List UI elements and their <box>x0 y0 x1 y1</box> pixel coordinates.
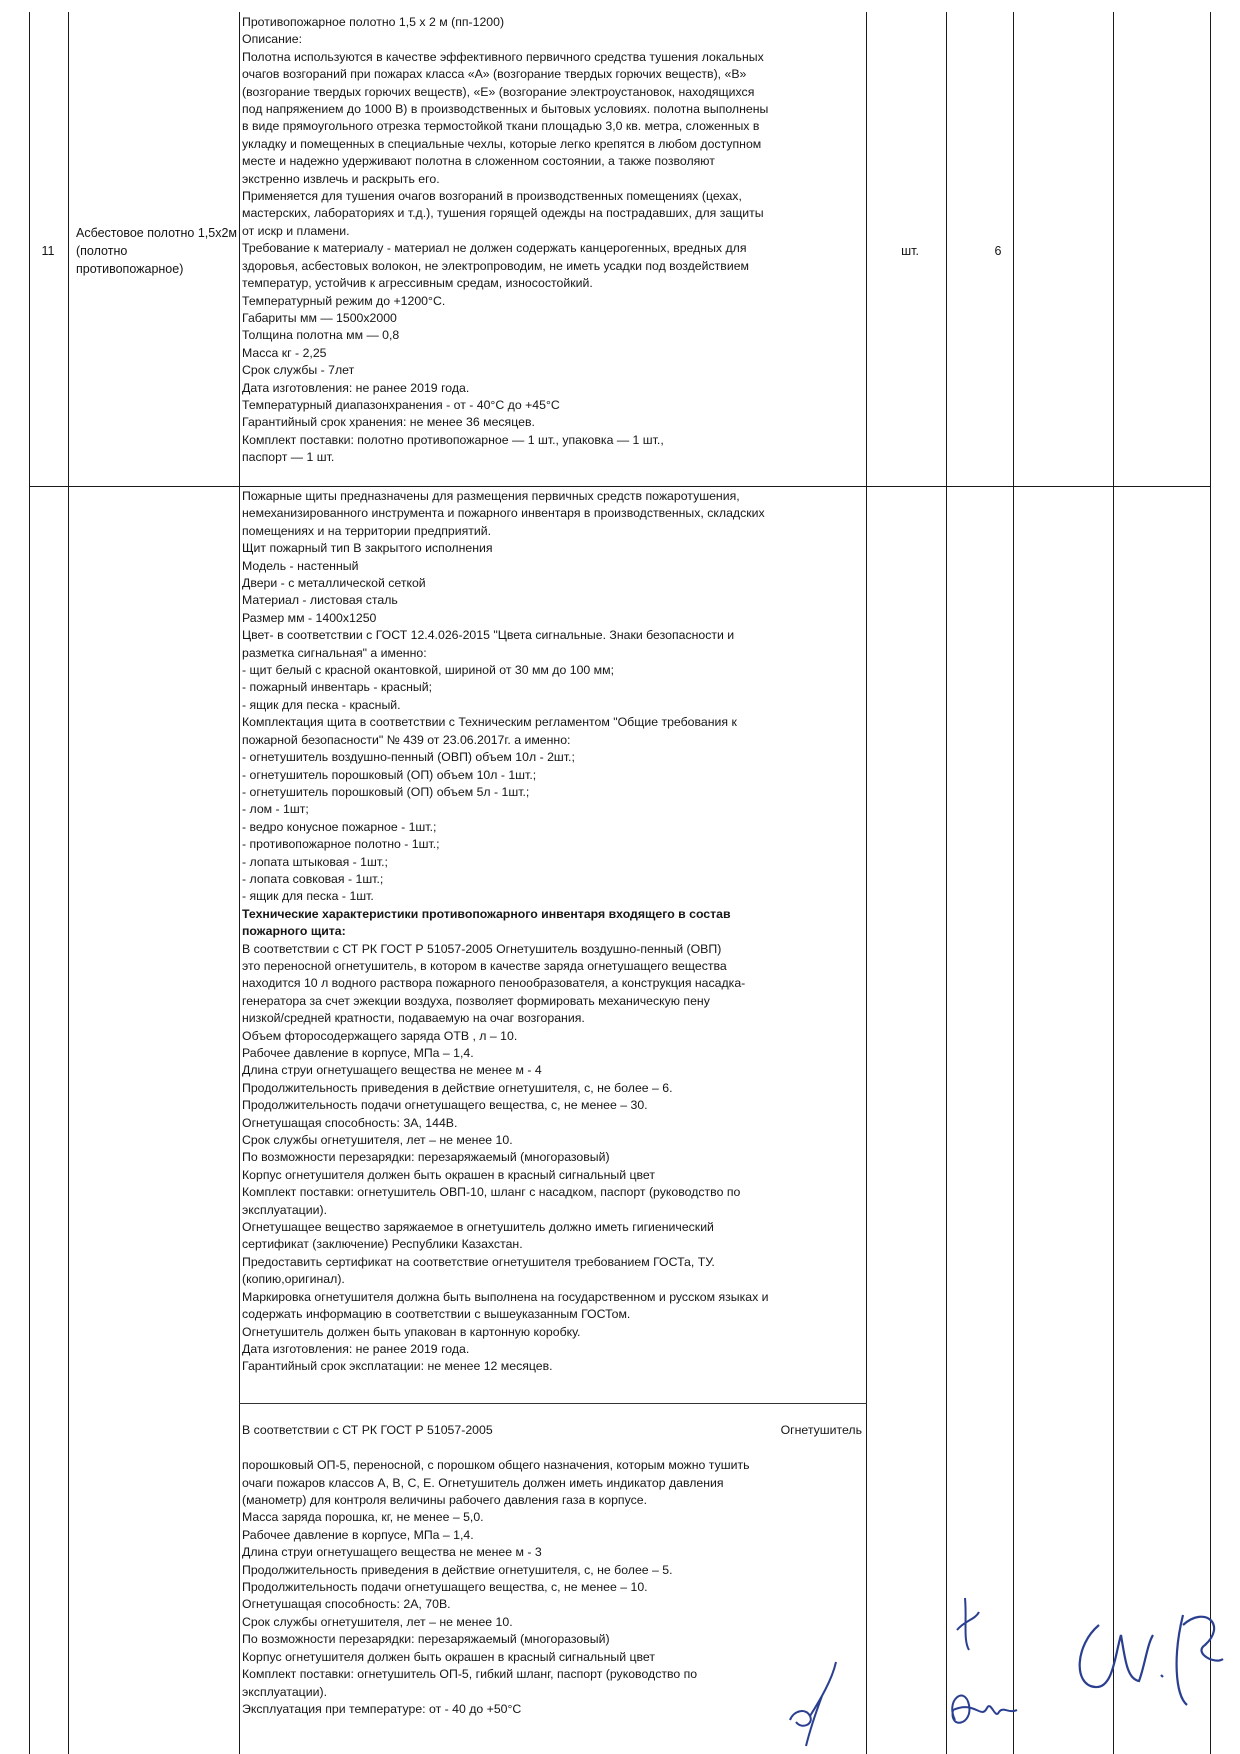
description-line: Комплект поставки: огнетушитель ОВП-10, шланг с насадком, паспорт (руководство по <box>242 1185 741 1200</box>
description-line: Длина струи огнетушащего вещества не менее м - 3 <box>242 1545 542 1560</box>
description-line: от искр и пламени. <box>242 223 350 238</box>
description-line: Комплектация щита в соответствии с Техническим регламентом "Общие требования к <box>242 715 737 730</box>
description-line: - ведро конусное пожарное - 1шт.; <box>242 819 437 834</box>
description-line: - противопожарное полотно - 1шт.; <box>242 837 440 852</box>
description-line <box>242 1422 862 1439</box>
description-line: порошковый ОП-5, переносной, с порошком общего назначения, которым можно тушить <box>242 1458 750 1473</box>
description-line: Размер мм - 1400х1250 <box>242 610 377 625</box>
description-line: паспорт — 1 шт. <box>242 450 335 465</box>
description-line: - огнетушитель воздушно-пенный (ОВП) объем 10л - 2шт.; <box>242 750 575 765</box>
description-line: эксплуатации). <box>242 1202 327 1217</box>
item-name: Асбестовое полотно 1,5х2м (полотно противопожарное) <box>76 226 238 276</box>
description-line: (возгорание твердых горючих веществ), «Е» (возгорание электроустановок, находящихся <box>242 84 755 99</box>
column-rule <box>239 12 240 1754</box>
description-line: Корпус огнетушителя должен быть окрашен в красный сигнальный цвет <box>242 1649 655 1664</box>
item-description <box>242 14 867 467</box>
description-line: генератора за счет эжекции воздуха, позволяет формировать механическую пену <box>242 993 710 1008</box>
description-line: находится 10 л водного раствора пожарного пенообразователя, а конструкция насадка- <box>242 976 746 991</box>
row-separator <box>29 486 1211 487</box>
signature-1 <box>780 1650 860 1750</box>
description-line: Огнетушащее вещество заряжаемое в огнетушитель должно иметь гигиенический <box>242 1220 714 1235</box>
row-number: 11 <box>41 244 55 258</box>
description-line: Продолжительность подачи огнетушащего вещества, с, не менее – 30. <box>242 1098 648 1113</box>
description-line: очаги пожаров классов А, В, С, Е. Огнетушитель должен иметь индикатор давления <box>242 1475 724 1490</box>
description-line: Масса кг - 2,25 <box>242 345 327 360</box>
description-line: (копию,оригинал). <box>242 1272 345 1287</box>
extinguisher-op5-description <box>242 1405 867 1718</box>
description-line: Продолжительность приведения в действие огнетушителя, с, не более – 5. <box>242 1562 673 1577</box>
column-rule <box>1113 12 1114 1754</box>
description-line: низкой/средней кратности, подаваемую на очаг возгорания. <box>242 1011 585 1026</box>
description-line: - пожарный инвентарь - красный; <box>242 680 433 695</box>
description-line: Толщина полотна мм — 0,8 <box>242 328 400 343</box>
description-line: экстренно извлечь и раскрыть его. <box>242 171 440 186</box>
description-line: это переносной огнетушитель, в котором в качестве заряда огнетушащего вещества <box>242 958 727 973</box>
description-line: пожарной безопасности" № 439 от 23.06.2017г. а именно: <box>242 732 571 747</box>
description-line: Габариты мм — 1500х2000 <box>242 310 397 325</box>
description-line: Продолжительность подачи огнетушащего вещества, с, не менее – 10. <box>242 1580 648 1595</box>
description-line: - лопата штыковая - 1шт.; <box>242 854 388 869</box>
description-separator <box>239 1403 867 1404</box>
description-line: Температурный диапазонхранения - от - 40°С до +45°С <box>242 397 560 412</box>
description-line: - огнетушитель порошковый (ОП) объем 10л - 1шт.; <box>242 767 537 782</box>
description-line: Масса заряда порошка, кг, не менее – 5,0. <box>242 1510 484 1525</box>
description-line: - ящик для песка - красный. <box>242 697 401 712</box>
description-line: сертификат (заключение) Республики Казахстан. <box>242 1237 523 1252</box>
description-line: Объем фторосодержащего заряда ОТВ , л – 10. <box>242 1028 518 1043</box>
description-line: Огнетушащая способность: 2А, 70В. <box>242 1597 451 1612</box>
description-line: разметка сигнальная" а именно: <box>242 645 427 660</box>
description-line: Щит пожарный тип В закрытого исполнения <box>242 541 493 556</box>
column-rule <box>1013 12 1014 1754</box>
description-line: - ящик для песка - 1шт. <box>242 889 374 904</box>
description-line: Противопожарное полотно 1,5 х 2 м (пп-1200) <box>242 15 505 29</box>
description-line: укладку и помещенных в специальные чехлы, которые легко крепятся в любом доступном <box>242 136 762 151</box>
description-line: Температурный режим до +1200°С. <box>242 293 446 308</box>
column-rule <box>29 12 30 1754</box>
description-line: Огнетушитель должен быть упакован в картонную коробку. <box>242 1324 581 1339</box>
description-line: Дата изготовления: не ранее 2019 года. <box>242 380 470 395</box>
description-line: Комплект поставки: огнетушитель ОП-5, гибкий шланг, паспорт (руководство по <box>242 1667 698 1682</box>
description-line: Огнетушащая способность: 3А, 144В. <box>242 1115 458 1130</box>
description-line: - огнетушитель порошковый (ОП) объем 5л - 1шт.; <box>242 784 530 799</box>
description-line: Срок службы огнетушителя, лет – не менее 10. <box>242 1133 513 1148</box>
fire-shield-description <box>242 488 867 1376</box>
description-line: Комплект поставки: полотно противопожарное — 1 шт., упаковка — 1 шт., <box>242 432 664 447</box>
description-line: Модель - настенный <box>242 558 359 573</box>
description-line: Двери - с металлической сеткой <box>242 576 426 591</box>
signature-2 <box>935 1590 1025 1740</box>
item-unit: шт. <box>901 244 919 258</box>
description-line: месте и надежно удерживают полотна в сложенном состоянии, а также позволяют <box>242 154 715 169</box>
description-line: Маркировка огнетушителя должна быть выполнена на государственном и русском языках и <box>242 1289 769 1304</box>
description-line: Гарантийный срок хранения: не менее 36 месяцев. <box>242 415 535 430</box>
description-line: - лопата совковая - 1шт.; <box>242 871 384 886</box>
description-line: Срок службы - 7лет <box>242 363 355 378</box>
description-line: Цвет- в соответствии с ГОСТ 12.4.026-2015 "Цвета сигнальные. Знаки безопасности и <box>242 628 735 643</box>
description-line: Описание: <box>242 32 302 47</box>
column-rule <box>1210 12 1211 1754</box>
description-line: в виде прямоугольного отрезка термостойкой ткани площадью 3,0 кв. метра, сложенных в <box>242 119 760 134</box>
description-line: Материал - листовая сталь <box>242 593 398 608</box>
description-line: Срок службы огнетушителя, лет – не менее 10. <box>242 1614 513 1629</box>
description-line: Требование к материалу - материал не должен содержать канцерогенных, вредных для <box>242 241 747 256</box>
description-line: По возможности перезарядки: перезаряжаемый (многоразовый) <box>242 1150 610 1165</box>
description-line: Применяется для тушения очагов возгораний в производственных помещениях (цехах, <box>242 189 742 204</box>
signature-3 <box>1065 1595 1230 1715</box>
item-quantity: 6 <box>994 244 1002 258</box>
column-rule <box>68 12 69 1754</box>
description-line: Рабочее давление в корпусе, МПа – 1,4. <box>242 1527 474 1542</box>
description-line: под напряжением до 1000 В) в производственных и бытовых условиях. полотна выполнены <box>242 102 769 117</box>
description-line: очагов возгораний при пожарах класса «А» (возгорание твердых горючих веществ), «В» <box>242 67 747 82</box>
description-line: Технические характеристики противопожарного инвентаря входящего в состав <box>242 906 731 921</box>
description-line: Длина струи огнетушащего вещества не менее м - 4 <box>242 1063 542 1078</box>
description-line-left: В соответствии с СТ РК ГОСТ Р 51057-2005 <box>242 1423 493 1438</box>
description-line: (манометр) для контроля величины рабочего давления газа в корпусе. <box>242 1493 647 1508</box>
description-line: немеханизированного инструмента и пожарного инвентаря в производственных, складских <box>242 506 765 521</box>
description-line: По возможности перезарядки: перезаряжаемый (многоразовый) <box>242 1632 610 1647</box>
description-line-right: Огнетушитель <box>780 1423 862 1438</box>
column-rule <box>946 12 947 1754</box>
description-line: Эксплуатация при температуре: от - 40 до +50°С <box>242 1701 522 1716</box>
description-line: Предоставить сертификат на соответствие огнетушителя требованием ГОСТа, ТУ. <box>242 1254 715 1269</box>
description-line: температур, устойчив к агрессивным средам, износостойкий. <box>242 276 593 291</box>
description-line: эксплуатации). <box>242 1684 327 1699</box>
description-line: Корпус огнетушителя должен быть окрашен в красный сигнальный цвет <box>242 1167 655 1182</box>
description-line: - лом - 1шт; <box>242 802 309 817</box>
description-line: мастерских, лабораториях и т.д.), тушения горящей одежды на пострадавших, для защиты <box>242 206 764 221</box>
description-line: Дата изготовления: не ранее 2019 года. <box>242 1341 470 1356</box>
description-line: здоровья, асбестовых волокон, не электропроводим, не иметь усадки под воздействием <box>242 258 749 273</box>
description-line: Пожарные щиты предназначены для размещения первичных средств пожаротушения, <box>242 489 740 503</box>
description-line: В соответствии с СТ РК ГОСТ Р 51057-2005 Огнетушитель воздушно-пенный (ОВП) <box>242 941 722 956</box>
description-line: Полотна используются в качестве эффективного первичного средства тушения локальных <box>242 49 764 64</box>
description-line: - щит белый с красной окантовкой, шириной от 30 мм до 100 мм; <box>242 663 614 678</box>
description-line: Рабочее давление в корпусе, МПа – 1,4. <box>242 1046 474 1060</box>
description-line: Гарантийный срок эксплатации: не менее 12 месяцев. <box>242 1359 553 1374</box>
description-line: содержать информацию в соответствии с вышеуказанным ГОСТом. <box>242 1307 631 1322</box>
description-line: Продолжительность приведения в действие огнетушителя, с, не более – 6. <box>242 1080 673 1095</box>
description-line: пожарного щита: <box>242 924 346 939</box>
description-line: помещениях и на территории предприятий. <box>242 523 492 538</box>
